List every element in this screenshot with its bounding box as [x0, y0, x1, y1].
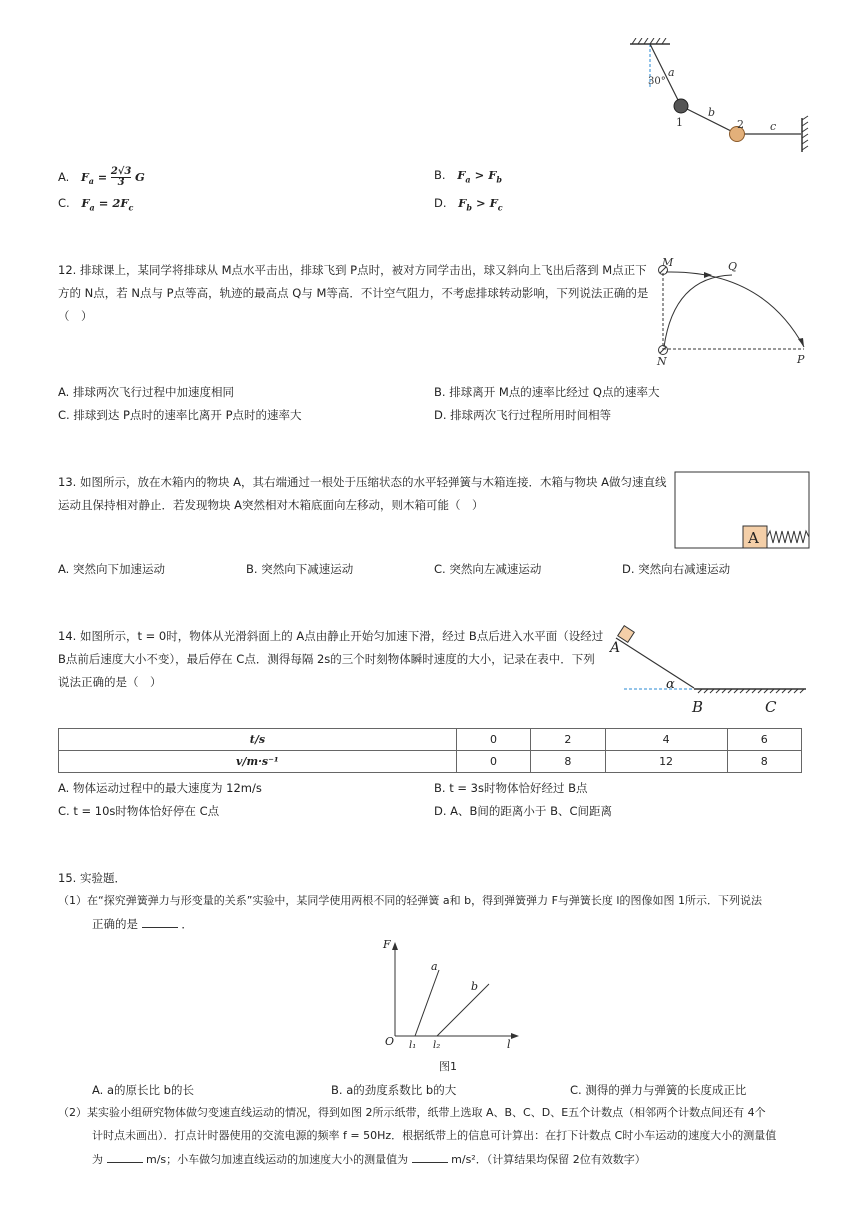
q15-part1-line1: （1）在“探究弹簧弹力与形变量的关系”实验中，某同学使用两根不同的轻弹簧 a和 b，得到弹簧弹力 F与弹簧长度 l的图像如图 1所示．下列说法: [58, 894, 762, 907]
angle-label: 30°: [648, 76, 666, 87]
q15-figure-1: [375, 932, 525, 1077]
q13-option-d[interactable]: D. 突然向右减速运动: [622, 562, 731, 576]
q13-option-b[interactable]: B. 突然向下减速运动: [246, 562, 354, 576]
svg-text:2: 2: [737, 118, 744, 131]
q11-figure: [620, 38, 815, 158]
svg-text:M: M: [662, 256, 674, 269]
q13-option-a[interactable]: A. 突然向下加速运动: [58, 562, 165, 576]
svg-text:O: O: [385, 1035, 395, 1048]
q12-stem-line2: 方的 N点，若 N点与 P点等高，轨迹的最高点 Q与 M等高．不计空气阻力，不考虑排球转动影响，下列说法正确的是: [58, 286, 649, 300]
q15-part2-line2: 计时点未画出）．打点计时器使用的交流电源的频率 f = 50Hz．根据纸带上的信息可计算出：在打下计数点 C时小车运动的速度大小的测量值: [92, 1129, 777, 1142]
q14-stem-line1: 14. 如图所示，t = 0时，物体从光滑斜面上的 A点由静止开始匀加速下滑，经过 B点后进入水平面（设经过: [58, 629, 604, 643]
q15-title: 15. 实验题．: [58, 871, 126, 885]
q11-option-a[interactable]: A. $F_a$ = $\frac{2√3}{3}$ G: [58, 166, 145, 188]
q14-stem-line2: B点前后速度大小不变），最后停在 C点．测得每隔 2s的三个时刻物体瞬时速度的大小，记录在表中．下列: [58, 652, 595, 666]
svg-text:P: P: [797, 353, 805, 366]
ball-1: [674, 99, 688, 113]
q14-option-b[interactable]: B. t = 3s时物体恰好经过 B点: [434, 781, 588, 795]
q12-option-c[interactable]: C. 排球到达 P点时的速率比离开 P点时的速率大: [58, 408, 302, 422]
svg-text:B: B: [692, 698, 704, 716]
row-label-t: t/s: [59, 729, 457, 751]
svg-text:图1: 图1: [439, 1060, 457, 1073]
q14-figure: [606, 620, 811, 720]
q15-part2-line1: （2）某实验小组研究物体做匀变速直线运动的情况，得到如图 2所示纸带，纸带上选取 A、B、C、D、E五个计数点（相邻两个计数点间还有 4个: [58, 1106, 766, 1119]
svg-text:l: l: [507, 1038, 511, 1051]
q13-stem-line1: 13. 如图所示，放在木箱内的物块 A，其右端通过一根处于压缩状态的水平轻弹簧与木箱连接．木箱与物块 A做匀速直线: [58, 475, 667, 489]
svg-text:b: b: [708, 106, 716, 119]
row-label-v: v/m·s⁻¹: [59, 751, 457, 773]
q12-option-b[interactable]: B. 排球离开 M点的速率比经过 Q点的速率大: [434, 385, 660, 399]
svg-text:1: 1: [676, 116, 683, 129]
q12-figure: [652, 255, 817, 367]
q12-stem-line1: 12. 排球课上，某同学将排球从 M点水平击出，排球飞到 P点时，被对方同学击出，球又斜向上飞出后落到 M点正下: [58, 263, 647, 277]
svg-text:N: N: [657, 355, 667, 367]
q13-figure: [672, 470, 812, 552]
q13-option-c[interactable]: C. 突然向左减速运动: [434, 562, 542, 576]
q13-stem-line2: 运动且保持相对静止．若发现物块 A突然相对木箱底面向左移动，则木箱可能（ ）: [58, 498, 484, 512]
table-row: v/m·s⁻¹ 0 8 12 8: [59, 751, 802, 773]
q15-part1-line2: 正确的是 ．: [92, 917, 193, 931]
svg-text:l₁: l₁: [409, 1040, 417, 1051]
q11-option-c[interactable]: C. $F_a = 2F_c$: [58, 196, 134, 213]
svg-text:c: c: [770, 120, 777, 133]
svg-text:a: a: [431, 960, 438, 973]
svg-text:F: F: [383, 938, 391, 951]
svg-text:A: A: [610, 640, 621, 656]
svg-text:l₂: l₂: [433, 1040, 441, 1051]
q15-part2-line3: 为 m/s；小车做匀加速直线运动的加速度大小的测量值为 m/s²．（计算结果均保留 2位有效数字）: [92, 1153, 646, 1166]
q12-option-d[interactable]: D. 排球两次飞行过程所用时间相等: [434, 408, 612, 422]
q15-option-a[interactable]: A. a的原长比 b的长: [92, 1083, 194, 1097]
q14-option-d[interactable]: D. A、B间的距离小于 B、C间距离: [434, 804, 612, 818]
svg-text:C: C: [765, 698, 777, 716]
svg-text:b: b: [471, 980, 479, 993]
q11-option-b[interactable]: B. $F_a > F_b$: [434, 168, 502, 185]
svg-text:Q: Q: [728, 260, 738, 273]
q15-option-b[interactable]: B. a的劲度系数比 b的大: [331, 1083, 457, 1097]
q14-stem-line3: 说法正确的是（ ）: [58, 675, 162, 689]
table-row: t/s 0 2 4 6: [59, 729, 802, 751]
q12-stem-line3: （ ）: [58, 309, 93, 323]
answer-blank-3[interactable]: [412, 1151, 448, 1163]
q12-option-a[interactable]: A. 排球两次飞行过程中加速度相同: [58, 385, 234, 399]
q14-table: [58, 728, 802, 773]
answer-blank-2[interactable]: [107, 1151, 143, 1163]
svg-text:α: α: [666, 677, 675, 692]
svg-text:A: A: [748, 529, 759, 547]
q14-option-c[interactable]: C. t = 10s时物体恰好停在 C点: [58, 804, 220, 818]
q15-option-c[interactable]: C. 测得的弹力与弹簧的长度成正比: [570, 1083, 747, 1097]
answer-blank-1[interactable]: [142, 916, 178, 928]
q14-option-a[interactable]: A. 物体运动过程中的最大速度为 12m/s: [58, 781, 262, 795]
q11-option-d[interactable]: D. $F_b > F_c$: [434, 196, 503, 213]
svg-text:a: a: [668, 66, 675, 79]
